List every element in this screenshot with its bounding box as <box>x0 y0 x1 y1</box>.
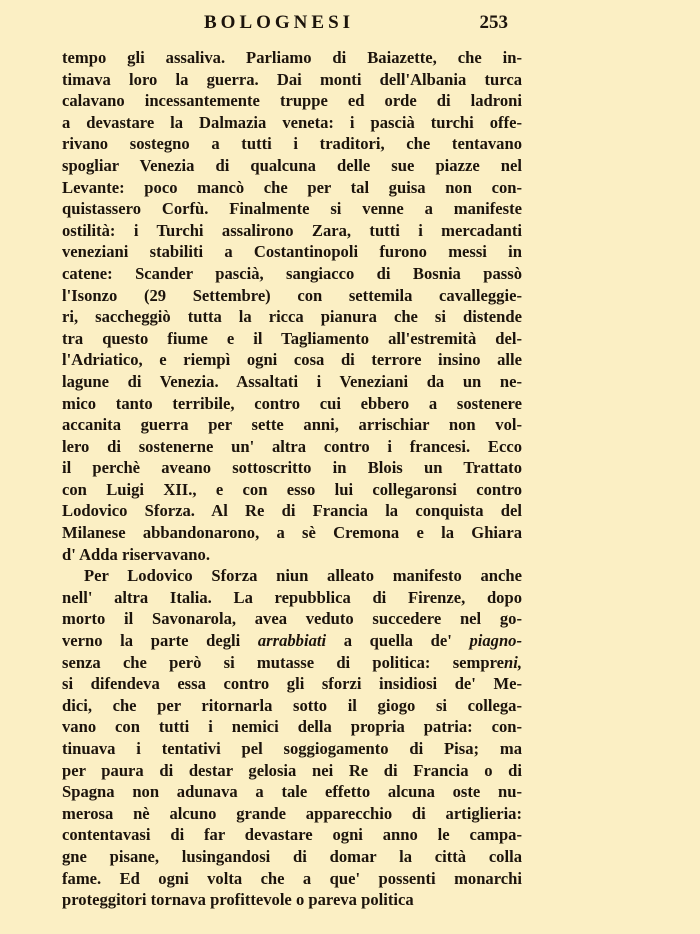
italic-text: arrabbiati <box>257 631 327 651</box>
text-line: merosa nè alcuno grande apparecchio di artiglieria: <box>62 803 522 823</box>
text-line: calavano incessantemente truppe ed orde di ladroni <box>62 91 522 111</box>
text-line: tempo gli assaliva. Parliamo di Baiazette, che in- <box>62 48 522 67</box>
text-line: dici, che per ritornarla sotto il giogo si collega- <box>62 695 522 715</box>
text-line: timava loro la guerra. Dai monti dell'Albania turca <box>62 69 522 89</box>
running-title: BOLOGNESI <box>204 12 355 33</box>
text-line <box>62 630 522 652</box>
text-line: il perchè aveano sottoscritto in Blois un Trattato <box>62 458 522 478</box>
text-line: veneziani stabiliti a Costantinopoli furono messi in <box>62 242 522 262</box>
text-line: nell' altra Italia. La repubblica di Firenze, dopo <box>62 587 522 607</box>
text-run: a quella de' <box>326 631 470 651</box>
text-line: si difendeva essa contro gli sforzi insidiosi de' Me- <box>62 674 522 694</box>
text-line: catene: Scander pascià, sangiacco di Bosnia passò <box>62 263 522 283</box>
text-line: per paura di destar gelosia nei Re di Francia o di <box>62 760 522 780</box>
text-run: senza che però si mutasse di politica: sempre <box>62 652 504 672</box>
text-line: ri, saccheggiò tutta la ricca pianura che si distende <box>62 307 522 327</box>
italic-text: piagno- <box>469 631 522 651</box>
text-line: tinuava i tentativi pel soggiogamento di Pisa; ma <box>62 739 522 758</box>
text-line: mico tanto terribile, contro cui ebbero a sostenere <box>62 393 522 413</box>
text-line: Spagna non adunava a tale effetto alcuna oste nu- <box>62 782 522 802</box>
text-line: l'Adriatico, e riempì ogni cosa di terrore insino alle <box>62 350 522 370</box>
text-line: proteggitori tornava profittevole o pareva politica <box>62 890 414 910</box>
text-line: d' Adda riservavano. <box>62 544 210 564</box>
text-line: contentavasi di far devastare ogni anno le campa- <box>62 825 522 845</box>
text-line: morto il Savonarola, avea veduto succedere nel go- <box>62 609 522 629</box>
text-line: Levante: poco mancò che per tal guisa non con- <box>62 177 522 197</box>
text-line: spogliar Venezia di qualcuna delle sue piazze nel <box>62 155 522 175</box>
text-line: Lodovico Sforza. Al Re di Francia la conquista del <box>62 501 522 521</box>
text-line: con Luigi XII., e con esso lui collegaronsi contro <box>62 479 522 499</box>
text-line: accanita guerra per sette anni, arrischiar non vol- <box>62 415 522 435</box>
text-line: Milanese abbandonarono, a sè Cremona e la Ghiara <box>62 523 522 543</box>
text-line: l'Isonzo (29 Settembre) con settemila cavalleggie- <box>62 285 522 305</box>
text-line: fame. Ed ogni volta che a que' possenti monarchi <box>62 868 522 888</box>
text-line: a devastare la Dalmazia veneta: i pascià turchi offe- <box>62 112 522 132</box>
text-line <box>62 652 522 674</box>
running-head <box>62 12 508 38</box>
text-line: quistassero Corfù. Finalmente si venne a manifeste <box>62 199 522 219</box>
text-run: verno la parte degli <box>62 631 258 651</box>
text-line: ostilità: i Turchi assalirono Zara, tutti i mercadanti <box>62 220 522 240</box>
text-line: tra questo fiume e il Tagliamento all'estremità del- <box>62 328 522 348</box>
text-line: lagune di Venezia. Assaltati i Veneziani da un ne- <box>62 371 522 391</box>
text-line: gne pisane, lusingandosi di domar la città colla <box>62 846 522 866</box>
text-line: vano con tutti i nemici della propria patria: con- <box>62 717 522 737</box>
text-line: Per Lodovico Sforza niun alleato manifesto anche <box>84 566 522 586</box>
text-line: rivano sostegno a tutti i traditori, che tentavano <box>62 134 522 154</box>
text-line: lero di sostenerne un' altra contro i francesi. Ecco <box>62 436 522 456</box>
page-number: 253 <box>479 12 508 33</box>
body-text <box>62 47 522 911</box>
italic-text: ni, <box>504 652 522 672</box>
